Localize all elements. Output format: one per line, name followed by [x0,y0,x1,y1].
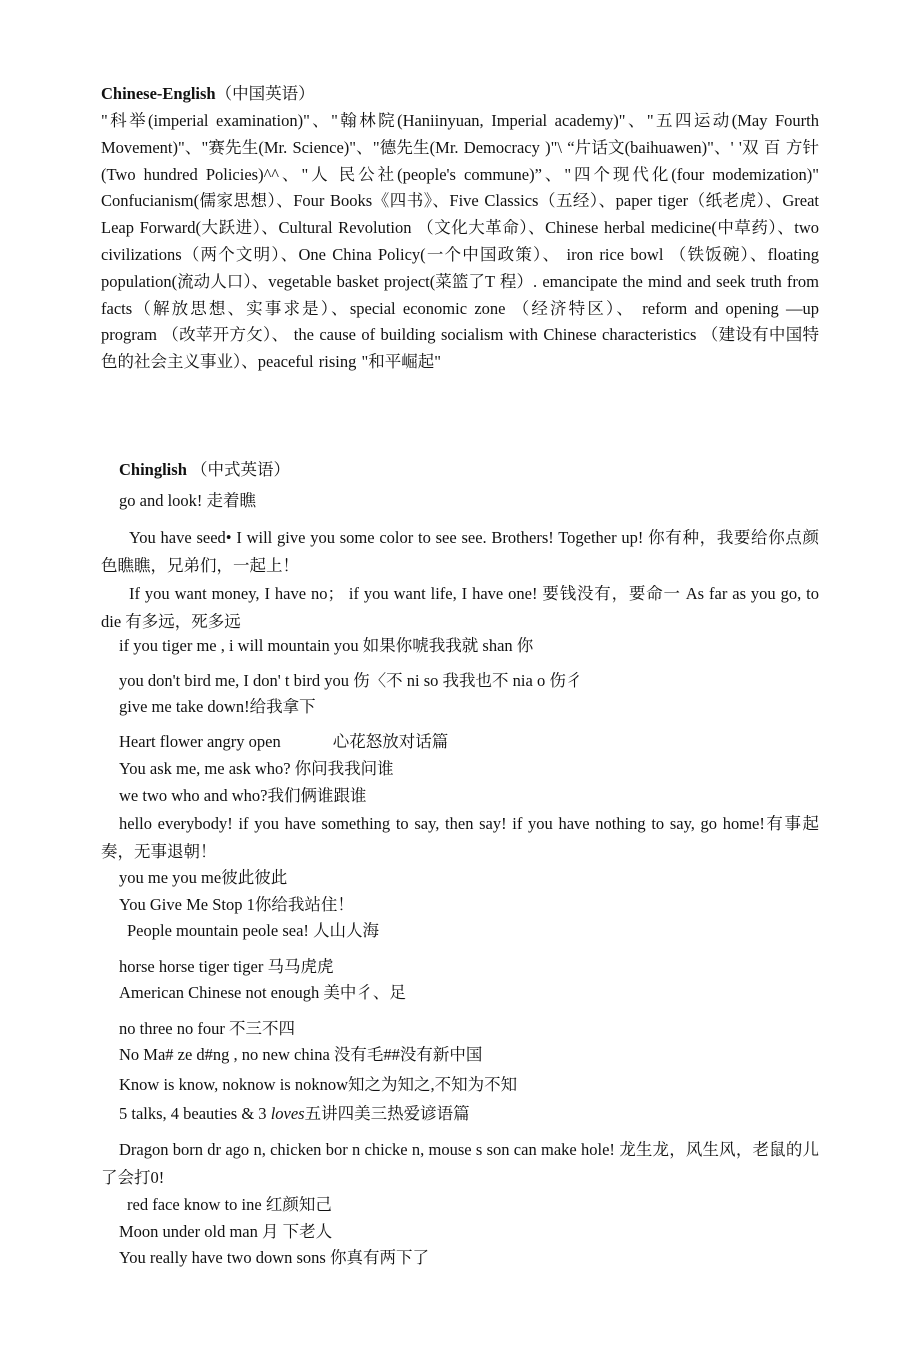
example-paragraph-text: hello everybody! if you have something to say, then say! if you have nothing to say, go home!有事起奏，无事退朝！ [101,814,819,861]
section-heading-chinese-english [101,82,315,106]
heading-title: Chinese-English [101,84,216,103]
example-line [119,730,448,754]
example-line: you don't bird me, I don' t bird you 伤〈不 ni so 我我也不 nia o 伤彳 [119,671,583,690]
example-line-chinese: 心花怒放对话篇 [332,732,449,751]
example-line: give me take down!给我拿下 [119,697,316,716]
example-line: go and look! 走着瞧 [119,491,257,510]
example-line: no three no four 不三不四 [119,1019,295,1038]
example-line-italic: loves [270,1104,305,1123]
example-line: Moon under old man 月 下老人 [119,1222,333,1241]
chinglish-subtitle: （中式英语） [191,460,290,479]
example-line: if you tiger me , i will mountain you 如果你唬我我就 shan 你 [119,636,534,655]
example-line: horse horse tiger tiger 马马虎虎 [119,957,334,976]
example-line: Know is know, noknow is noknow知之为知之,不知为不知 [119,1075,518,1094]
example-line: we two who and who?我们俩谁跟谁 [119,786,367,805]
example-paragraph [101,580,819,635]
heading-subtitle: （中国英语） [215,84,315,103]
example-line: You ask me, me ask who? 你问我我问谁 [119,759,394,778]
example-paragraph [101,810,819,865]
section-heading-chinglish [119,458,290,482]
example-line: American Chinese not enough 美中彳、足 [119,983,406,1002]
example-line: You Give Me Stop 1你给我站住！ [119,895,354,914]
example-line: You really have two down sons 你真有两下了 [119,1248,429,1267]
example-line-part: 5 talks, 4 beauties & 3 [119,1104,271,1123]
example-line-english: Heart flower angry open [119,732,281,751]
example-line [119,1102,470,1126]
example-paragraph-text: You have seed• I will give you some color to see see. Brothers! Together up! 你有种，我要给你点颜色瞧瞧，兄弟们，一起上！ [101,528,819,575]
example-line: People mountain peole sea! 人山人海 [127,921,380,940]
example-line-chinese: 五讲四美三热爱谚语篇 [304,1104,470,1123]
example-paragraph-text: If you want money, I have no； if you want life, I have one! 要钱没有，要命一 As far as you go, to die 有多远，死多远 [101,584,819,631]
example-line: No Ma# ze d#ng , no new china 没有毛##没有新中国 [119,1045,483,1064]
chinese-english-terms-paragraph: "科举(imperial examination)"、"翰林院(Haniinyuan, Imperial academy)"、"五四运动(May Fourth Movement)"、"赛先生(Mr. Science)"、"德先生(Mr. Democracy )"\ “片话文(baihuawen)"、' '双 百 方针(Two hundred Policies)^^、"人 民公社(people's commune)”、"四个现代化(four modemization)" Confucianism(儒家思想）、Four Books《四书》、Five Classics（五经）、paper tiger（纸老虎）、Great Leap Forward(大跃进）、Cultural Revolution （文化大革命）、Chinese herbal medicine(中草药）、two civilizations（两个文明）、One China Policy(一个中国政策）、 iron rice bowl （铁饭碗）、floating population(流动人口）、vegetable basket project(菜篮了T 程）. emancipate the mind and seek truth from facts（解放思想、实事求是）、special economic zone （经济特区）、 reform and opening —up program （改苹开方攵）、 the cause of building socialism with Chinese characteristics （建设有中国特色的社会主义事业）、peaceful rising "和平崛起" [101,111,819,372]
example-line: you me you me彼此彼此 [119,868,288,887]
chinglish-title: Chinglish [119,460,187,479]
example-paragraph [101,524,819,579]
example-paragraph [101,1136,819,1191]
example-paragraph-text: Dragon born dr ago n, chicken bor n chicke n, mouse s son can make hole! 龙生龙，风生风，老鼠的儿了会打0! [101,1140,819,1187]
example-line: red face know to ine 红颜知己 [127,1195,332,1214]
